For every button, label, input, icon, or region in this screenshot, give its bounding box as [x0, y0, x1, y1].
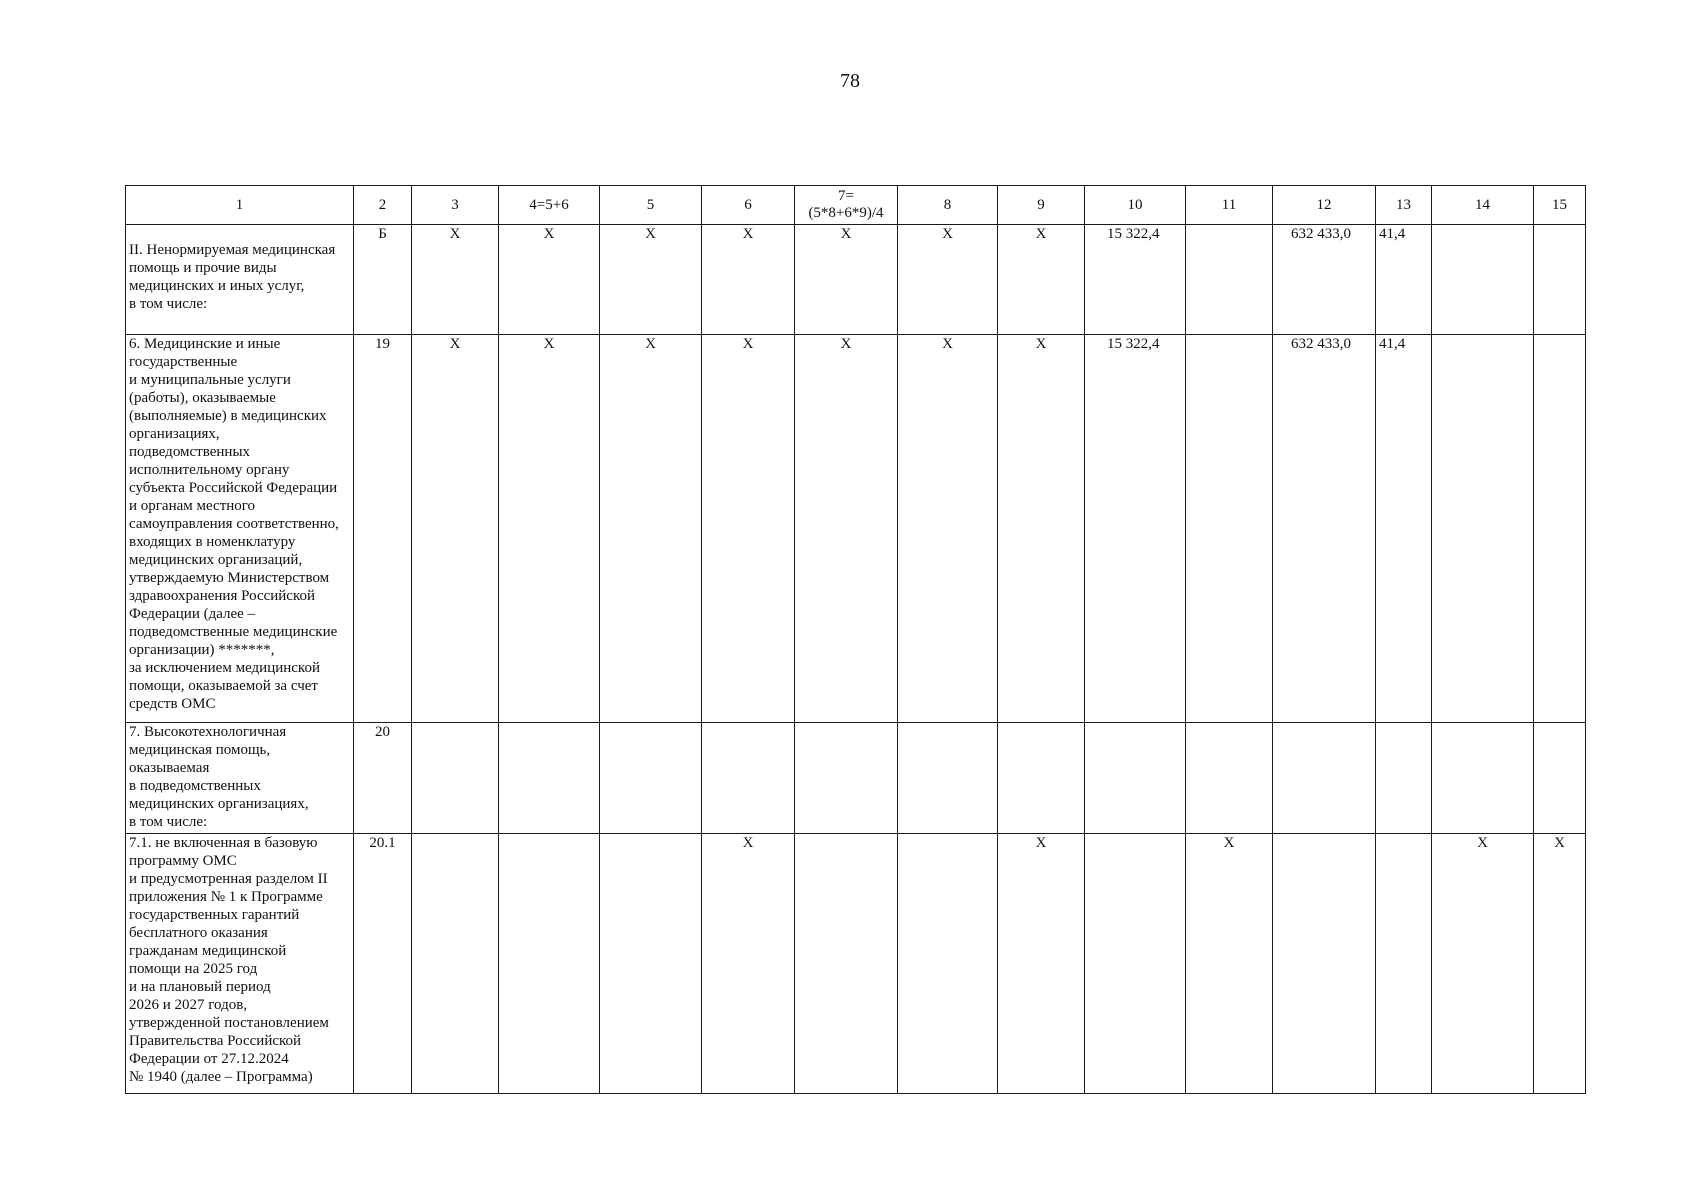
col-header-7: 7= (5*8+6*9)/4	[795, 186, 898, 225]
table-cell	[499, 723, 600, 834]
table-cell	[1432, 723, 1534, 834]
table-cell	[412, 723, 499, 834]
table-cell: 15 322,4	[1085, 335, 1186, 723]
col-header-3: 3	[412, 186, 499, 225]
data-table	[125, 185, 1586, 1094]
table-cell	[1085, 723, 1186, 834]
table-cell: X	[998, 335, 1085, 723]
table-cell	[1085, 834, 1186, 1094]
col-header-13: 13	[1376, 186, 1432, 225]
table-cell	[898, 723, 998, 834]
table-cell	[998, 723, 1085, 834]
table-cell: X	[1534, 834, 1586, 1094]
row-code: 20	[354, 723, 412, 834]
table-row	[126, 834, 1586, 1094]
table-cell	[1186, 335, 1273, 723]
table-cell: X	[499, 225, 600, 335]
table-cell: X	[1186, 834, 1273, 1094]
table-cell: X	[795, 335, 898, 723]
table-cell: X	[1432, 834, 1534, 1094]
table-cell	[1376, 723, 1432, 834]
table-cell	[600, 834, 702, 1094]
table-cell: X	[499, 335, 600, 723]
row-name: 6. Медицинские и иные государственные и муниципальные услуги (работы), оказываемые (выполняемые) в медицинских организациях, подведомственных исполнительному органу субъекта Российской Федерации и органам местного самоуправления соответственно, входящих в номенклатуру медицинских организаций, утверждаемую Министерством здравоохранения Российской Федерации (далее – подведомственные медицинские организации) *******, за исключением медицинской помощи, оказываемой за счет средств ОМС	[126, 335, 354, 723]
col-header-2: 2	[354, 186, 412, 225]
col-header-6: 6	[702, 186, 795, 225]
table-cell: X	[600, 225, 702, 335]
table-cell	[898, 834, 998, 1094]
row-name: 7. Высокотехнологичная медицинская помощь, оказываемая в подведомственных медицинских организациях, в том числе:	[126, 723, 354, 834]
page-number: 78	[840, 70, 860, 92]
table-row	[126, 723, 1586, 834]
table-cell	[1186, 225, 1273, 335]
table-cell	[1273, 723, 1376, 834]
table-cell	[1534, 335, 1586, 723]
col-header-8: 8	[898, 186, 998, 225]
table-cell: X	[600, 335, 702, 723]
table-cell: X	[998, 834, 1085, 1094]
table-cell: X	[998, 225, 1085, 335]
row-code: Б	[354, 225, 412, 335]
table-cell: X	[702, 335, 795, 723]
table-cell	[795, 834, 898, 1094]
col-header-4: 4=5+6	[499, 186, 600, 225]
col-header-11: 11	[1186, 186, 1273, 225]
table-cell: X	[702, 225, 795, 335]
col-header-14: 14	[1432, 186, 1534, 225]
table-cell: 15 322,4	[1085, 225, 1186, 335]
table-cell: X	[412, 335, 499, 723]
table-cell	[412, 834, 499, 1094]
table-cell	[1432, 225, 1534, 335]
table-cell: 632 433,0	[1273, 225, 1376, 335]
row-code: 19	[354, 335, 412, 723]
header-row	[126, 186, 1586, 225]
col-header-1: 1	[126, 186, 354, 225]
table-cell	[1273, 834, 1376, 1094]
table-cell	[702, 723, 795, 834]
col-header-5: 5	[600, 186, 702, 225]
table-cell: X	[898, 225, 998, 335]
table-cell: X	[795, 225, 898, 335]
table-row	[126, 225, 1586, 335]
col-header-12: 12	[1273, 186, 1376, 225]
table-cell	[1432, 335, 1534, 723]
table-cell	[600, 723, 702, 834]
table-cell	[1534, 723, 1586, 834]
table-cell	[795, 723, 898, 834]
col-header-10: 10	[1085, 186, 1186, 225]
col-header-9: 9	[998, 186, 1085, 225]
table-cell: X	[898, 335, 998, 723]
row-name: II. Ненормируемая медицинская помощь и прочие виды медицинских и иных услуг, в том числе:	[126, 225, 354, 335]
table-row	[126, 335, 1586, 723]
table-cell: 632 433,0	[1273, 335, 1376, 723]
table-cell: X	[412, 225, 499, 335]
table-cell: 41,4	[1376, 225, 1432, 335]
table-cell	[1534, 225, 1586, 335]
row-name: 7.1. не включенная в базовую программу ОМС и предусмотренная разделом II приложения № 1 к Программе государственных гарантий бесплатного оказания гражданам медицинской помощи на 2025 год и на плановый период 2026 и 2027 годов, утвержденной постановлением Правительства Российской Федерации от 27.12.2024 № 1940 (далее – Программа)	[126, 834, 354, 1094]
table-cell: 41,4	[1376, 335, 1432, 723]
table-cell	[1186, 723, 1273, 834]
table-cell	[1376, 834, 1432, 1094]
col-header-15: 15	[1534, 186, 1586, 225]
table-cell: X	[702, 834, 795, 1094]
table-cell	[499, 834, 600, 1094]
row-code: 20.1	[354, 834, 412, 1094]
